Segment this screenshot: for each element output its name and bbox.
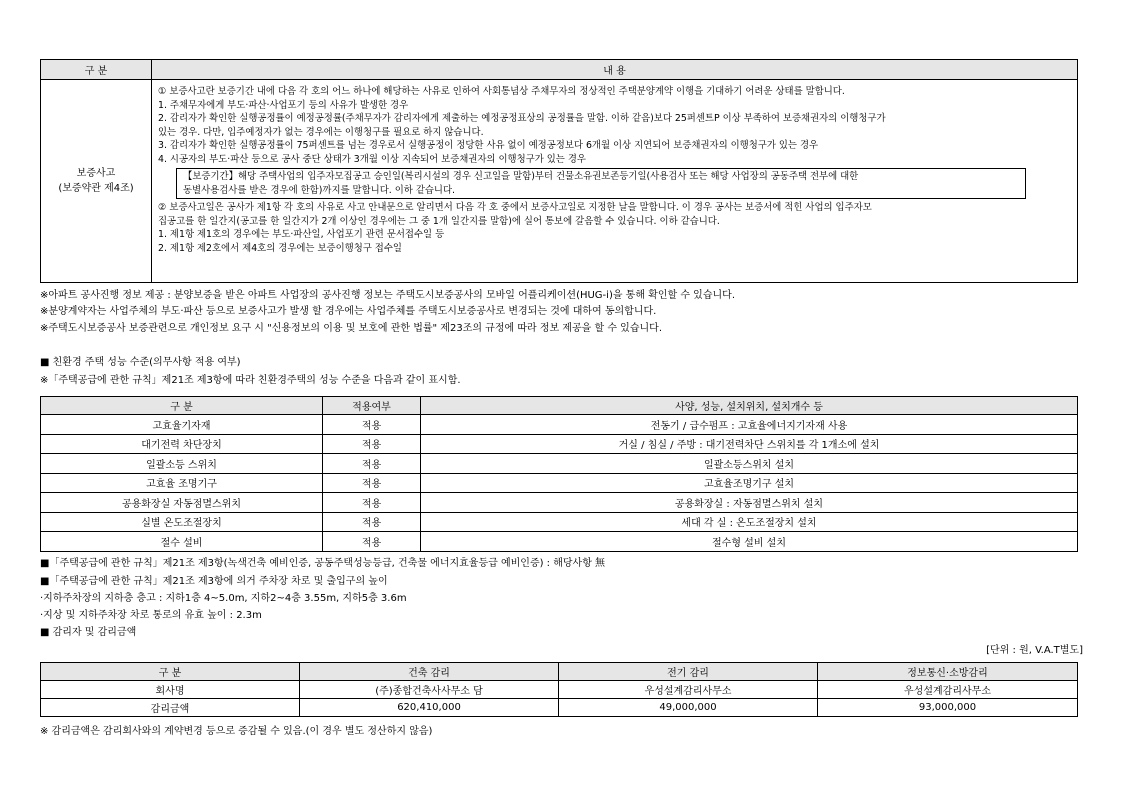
table-row [41, 434, 1078, 454]
parking-height-line: ·지상 및 지하주차장 차로 통로의 유효 높이 : 2.3m [40, 610, 262, 621]
content-line: ① 보증사고란 보증기간 내에 다음 각 호의 어느 하나에 해당하는 사유로 인하여 사회통념상 주채무자의 정상적인 주택분양계약 이행을 기대하기 어려운 상태를 말합니다. [158, 86, 845, 97]
box-line: 동별사용검사를 받은 경우에 한함)까지를 말합니다. 이하 같습니다. [183, 184, 456, 196]
eco-col-spec: 사양, 성능, 설치위치, 설치개수 등 [421, 397, 1078, 415]
eco-spec: 세대 각 실 : 온도조절장치 설치 [421, 512, 1078, 532]
eco-applied: 적용 [323, 473, 421, 493]
content-line: ② 보증사고일은 공사가 제1항 각 호의 사유로 사고 안내문으로 알리면서 다음 각 호 중에서 보증사고일로 지정한 날을 말합니다. 이 경우 공사는 보증서에 적힌 사업의 입주자모 [158, 202, 872, 213]
content-line: 집공고를 한 일간지(공고를 한 일간지가 2개 이상인 경우에는 그 중 1개 일간지를 말함)에 실어 통보에 갈음할 수 있습니다. 이하 같습니다. [158, 215, 720, 227]
parking-height-line: ·지하주차장의 지하층 층고 : 지하1층 4~5.0m, 지하2~4층 3.55m, 지하5층 3.6m [40, 593, 407, 604]
eco-spec: 거실 / 침실 / 주방 : 대기전력차단 스위치를 각 1개소에 설치 [421, 434, 1078, 454]
unit-note: [단위 : 원, V.A.T별도] [986, 645, 1083, 656]
box-line: 【보증기간】해당 주택사업의 입주자모집공고 승인일(복리시설의 경우 신고일을 말함)부터 건물소유권보존등기일(사용검사 또는 해당 사업장의 공동주택 전부에 대한 [183, 171, 859, 182]
table-row [41, 473, 1078, 493]
note-line: ※아파트 공사진행 정보 제공 : 분양보증을 받은 아파트 사업장의 공사진행 정보는 주택도시보증공사의 모바일 어플리케이션(HUG-i)을 통해 확인할 수 있습니다. [40, 290, 736, 301]
guarantee-table [40, 59, 1078, 283]
content-line: 2. 제1항 제2호에서 제4호의 경우에는 보증이행청구 접수일 [158, 242, 402, 254]
eco-table [40, 396, 1078, 552]
eco-subheading: ※「주택공급에 관한 규칙」제21조 제3항에 따라 친환경주택의 성능 수준을 다음과 같이 표시함. [40, 375, 461, 386]
row-label [41, 80, 152, 283]
col-content: 내 용 [152, 60, 1078, 80]
eco-applied: 적용 [323, 454, 421, 474]
rule-note: ■「주택공급에 관한 규칙」제21조 제3항(녹색건축 예비인증, 공동주택성능등급, 건축물 에너지효율등급 예비인증) : 해당사항 無 [40, 558, 606, 569]
content-lines-b [158, 201, 1071, 255]
table-row [41, 415, 1078, 435]
sup-cell: 감리금액 [41, 699, 300, 717]
sup-cell: 49,000,000 [559, 699, 818, 717]
eco-spec: 전동기 / 급수펌프 : 고효율에너지기자재 사용 [421, 415, 1078, 435]
sup-cell: 우성설계감리사무소 [559, 681, 818, 699]
eco-col-category: 구 분 [41, 397, 323, 415]
note-line: ※분양계약자는 사업주체의 부도·파산 등으로 보증사고가 발생 할 경우에는 사업주체를 주택도시보증공사로 변경되는 것에 대하여 동의합니다. [40, 306, 657, 317]
eco-spec: 공용화장실 : 자동점멸스위치 설치 [421, 493, 1078, 513]
table-row [41, 699, 1078, 717]
table-row [41, 454, 1078, 474]
eco-item: 실별 온도조절장치 [41, 512, 323, 532]
content-line: 2. 감리자가 확인한 실행공정률이 예정공정률(주채무자가 감리자에게 제출하는 예정공정표상의 공정률을 말함. 이하 같음)보다 25퍼센트P 이상 부족하여 보증채권자의 이행청구가 [158, 113, 886, 124]
sup-col-building: 건축 감리 [300, 663, 559, 681]
sup-col-electric: 전기 감리 [559, 663, 818, 681]
content-line: 1. 주채무자에게 부도·파산·사업포기 등의 사유가 발생한 경우 [158, 99, 409, 111]
eco-item: 고효율기자재 [41, 415, 323, 435]
eco-applied: 적용 [323, 434, 421, 454]
guarantee-period-box [176, 168, 1026, 199]
eco-applied: 적용 [323, 493, 421, 513]
col-category: 구 분 [41, 60, 152, 80]
sup-cell: (주)종합건축사사무소 담 [300, 681, 559, 699]
content-line: 1. 제1항 제1호의 경우에는 부도·파산일, 사업포기 관련 문서접수일 등 [158, 229, 445, 240]
sup-col-category: 구 분 [41, 663, 300, 681]
eco-col-applied: 적용여부 [323, 397, 421, 415]
table-row [41, 532, 1078, 552]
row-label-line-2: (보증약관 제4조) [58, 183, 134, 194]
content-line: 있는 경우. 다만, 입주예정자가 없는 경우에는 이행청구를 필요로 하지 않습니다. [158, 126, 484, 138]
row-label-line-1: 보증사고 [76, 168, 116, 179]
rule-note: ■「주택공급에 관한 규칙」제21조 제3항에 의거 주차장 차로 및 출입구의 높이 [40, 576, 388, 587]
supervision-table [40, 662, 1078, 717]
content-lines-a [158, 85, 1071, 166]
eco-heading: ■ 친환경 주택 성능 수준(의무사항 적용 여부) [40, 357, 241, 368]
eco-applied: 적용 [323, 512, 421, 532]
eco-spec: 일괄소등스위치 설치 [421, 454, 1078, 474]
supervision-footnote: ※ 감리금액은 감리회사와의 계약변경 등으로 증감될 수 있음.(이 경우 별도 정산하지 않음) [40, 726, 433, 737]
sup-cell: 우성설계감리사무소 [818, 681, 1078, 699]
eco-item: 절수 설비 [41, 532, 323, 552]
table-row [41, 681, 1078, 699]
supervision-heading: ■ 감리자 및 감리금액 [40, 627, 137, 638]
sup-col-telecom: 정보통신·소방감리 [818, 663, 1078, 681]
eco-spec: 고효율조명기구 설치 [421, 473, 1078, 493]
sup-cell: 93,000,000 [818, 699, 1078, 717]
sup-cell: 620,410,000 [300, 699, 559, 717]
eco-item: 일괄소등 스위치 [41, 454, 323, 474]
eco-item: 공용화장실 자동점멸스위치 [41, 493, 323, 513]
table-row [41, 493, 1078, 513]
eco-item: 고효율 조명기구 [41, 473, 323, 493]
eco-applied: 적용 [323, 532, 421, 552]
content-line: 3. 감리자가 확인한 실행공정률이 75퍼센트를 넘는 경우로서 실행공정이 정당한 사유 없이 예정공정보다 6개월 이상 지연되어 보증채권자의 이행청구가 있는 경우 [158, 140, 819, 151]
content-line: 4. 시공자의 부도·파산 등으로 공사 중단 상태가 3개월 이상 지속되어 보증채권자의 이행청구가 있는 경우 [158, 153, 586, 165]
eco-item: 대기전력 차단장치 [41, 434, 323, 454]
content-cell [152, 80, 1078, 283]
table-row [41, 512, 1078, 532]
eco-spec: 절수형 설비 설치 [421, 532, 1078, 552]
sup-cell: 회사명 [41, 681, 300, 699]
eco-applied: 적용 [323, 415, 421, 435]
note-line: ※주택도시보증공사 보증관련으로 개인정보 요구 시 "신용정보의 이용 및 보호에 관한 법률" 제23조의 규정에 따라 정보 제공을 할 수 있습니다. [40, 323, 662, 334]
